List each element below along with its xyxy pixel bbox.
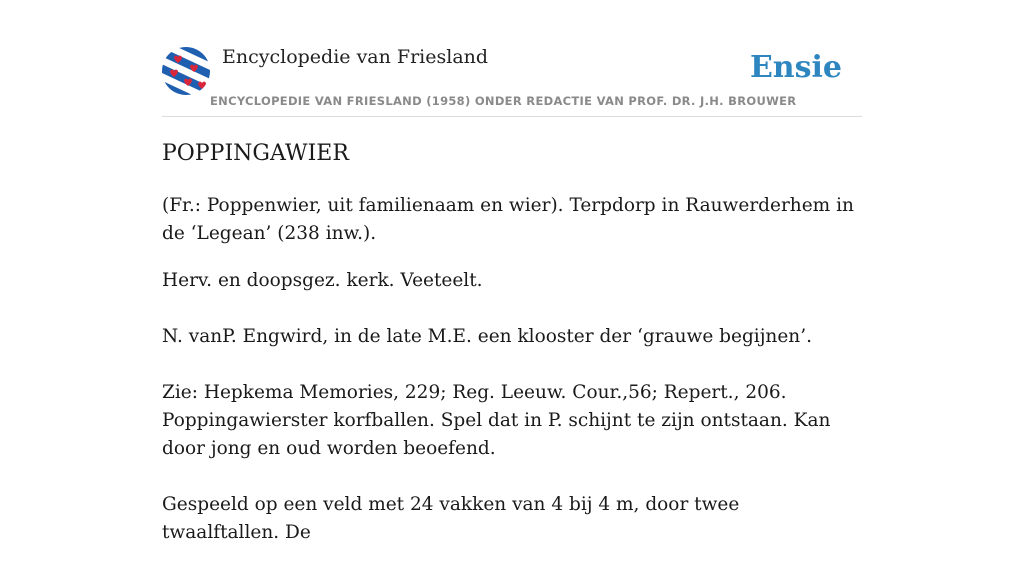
article-paragraph: Herv. en doopsgez. kerk. Veeteelt.: [162, 270, 483, 291]
article-title: POPPINGAWIER: [162, 141, 349, 166]
site-subtitle: ENCYCLOPEDIE VAN FRIESLAND (1958) ONDER REDACTIE VAN PROF. DR. J.H. BROUWER: [210, 94, 797, 108]
page-container: [162, 0, 862, 543]
article-paragraph: N. vanP. Engwird, in de late M.E. een klooster der ‘grauwe begijnen’.: [162, 326, 812, 347]
article-paragraph: Zie: Hepkema Memories, 229; Reg. Leeuw. Cour.,56; Repert., 206. Poppingawierster korfballen. Spel dat in P. schijnt te zijn ontstaan. Kan door jong en oud worden beoefend.: [162, 382, 831, 459]
site-title[interactable]: Encyclopedie van Friesland: [222, 46, 489, 68]
article-paragraph: (Fr.: Poppenwier, uit familienaam en wier). Terpdorp in Rauwerderhem in de ‘Legean’ (238 inw.).: [162, 195, 854, 244]
site-header: [162, 0, 862, 117]
article-paragraph: Gespeeld op een veld met 24 vakken van 4 bij 4 m, door twee twaalftallen. De: [162, 494, 740, 543]
article-body: [162, 192, 862, 566]
ensie-brand-logo[interactable]: Ensie: [749, 50, 842, 85]
frisian-flag-logo-icon[interactable]: [162, 47, 210, 95]
